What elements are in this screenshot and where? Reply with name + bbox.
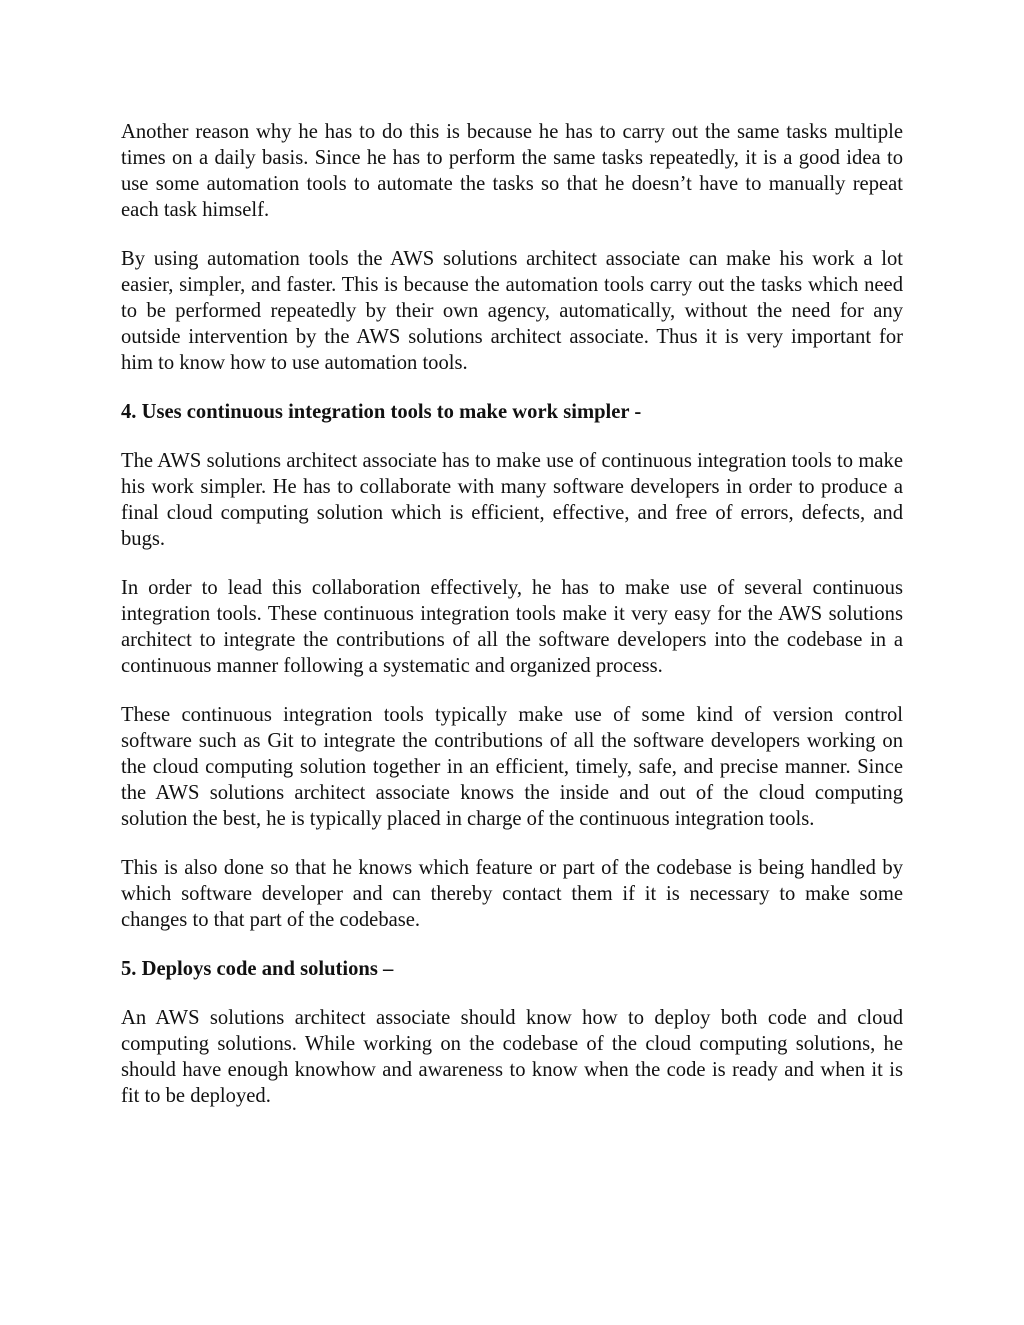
section-heading-continuous-integration: 4. Uses continuous integration tools to make work simpler -: [121, 401, 642, 423]
document-page: [121, 119, 903, 1132]
paragraph-automation-benefits: By using automation tools the AWS solutions architect associate can make his work a lot easier, simpler, and faster. This is because the automation tools carry out the tasks which need to be performed repeatedly by their own agency, automatically, without the need for any outside intervention by the AWS solutions architect associate. Thus it is very important for him to know how to use automation tools.: [121, 248, 903, 374]
paragraph-ci-intro: The AWS solutions architect associate has to make use of continuous integration tools to make his work simpler. He has to collaborate with many software developers in order to produce a final cloud computing solution which is efficient, effective, and free of errors, defects, and bugs.: [121, 450, 903, 550]
paragraph-automation-reason: Another reason why he has to do this is because he has to carry out the same tasks multiple times on a daily basis. Since he has to perform the same tasks repeatedly, it is a good idea to use some automation tools to automate the tasks so that he doesn’t have to manually repeat each task himself.: [121, 121, 903, 221]
section-heading-deploys-code: 5. Deploys code and solutions –: [121, 958, 394, 980]
paragraph-deploy-knowhow: An AWS solutions architect associate should know how to deploy both code and cloud computing solutions. While working on the codebase of the cloud computing solutions, he should have enough knowhow and awareness to know when the code is ready and when it is fit to be deployed.: [121, 1007, 903, 1107]
paragraph-ci-collaboration: In order to lead this collaboration effectively, he has to make use of several continuous integration tools. These continuous integration tools make it very easy for the AWS solutions architect to integrate the contributions of all the software developers into the codebase in a continuous manner following a systematic and organized process.: [121, 577, 903, 677]
paragraph-ci-version-control: These continuous integration tools typically make use of some kind of version control software such as Git to integrate the contributions of all the software developers working on the cloud computing solution together in an efficient, timely, safe, and precise manner. Since the AWS solutions architect associate knows the inside and out of the cloud computing solution the best, he is typically placed in charge of the continuous integration tools.: [121, 704, 903, 830]
paragraph-ci-codebase-ownership: This is also done so that he knows which feature or part of the codebase is being handled by which software developer and can thereby contact them if it is necessary to make some changes to that part of the codebase.: [121, 857, 903, 931]
